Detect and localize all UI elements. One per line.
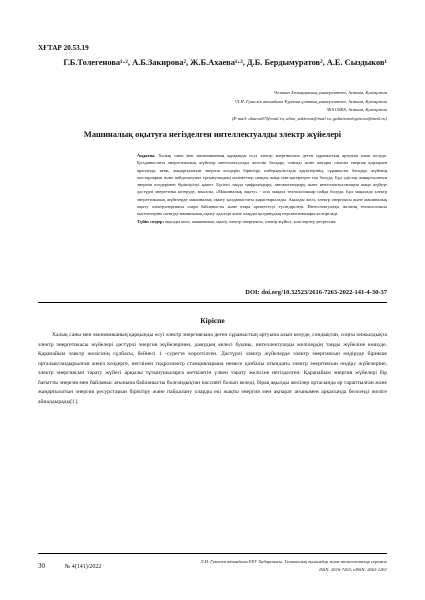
- journal-info: [157, 558, 387, 573]
- abstract-label: Аңдатпа.: [137, 153, 156, 158]
- abstract-block: [137, 152, 387, 225]
- affiliation-email: (E-mail: akaeva07@mail.ru, alma_zakirova@mail.ru, gulmiratolegenova@mail.ru): [231, 115, 387, 121]
- keywords-label: Түйін сөздер:: [137, 218, 165, 224]
- doi-link[interactable]: DOI: doi.org/10.32523/2616-7263-2022-141-4-30-37: [245, 289, 387, 296]
- affiliation-block: [87, 89, 387, 123]
- author-list: Г.Б.Толегенова¹·², А.Б.Закирова², Ж.Б.Ахаева¹·², Д.Б. Бердымуратов², А.Е. Сыздыков¹: [63, 58, 387, 67]
- journal-issn: ISSN: 2616-7263, eISSN: 2663-1261: [319, 566, 387, 572]
- abstract-text: Халық саны мен экономиканың қарқынды өсуі электр энергиясына деген сұраныстың артуына алып келуде. Қолданыстағы энергетикалық жүйелер интеллектуалды желілік басқару, сенімді және жоғары сапалы энергия қорларын арасында, яғни, жаңартылатын энергия көздерін біріктіру, киберқауіпсіздік қауіптерінің, сұранысты басқару, жүйенің мостарларын және пайдаланушы тұтынушыдың мәліметтер сияқты жаңа сын-қатерлерге тап болуда. Бұл әдістер жаңартылатын энергия көздерімен біріктірілуі қажет. Бүгінгі таңда цифрландыру, автоматтандыру және интеллектуализация жаңа жүйеде дәстүрлі энергетика көтеруде, мысалы, «Машиналық оқыту» - осы мақала технологиялар пайда болуда. Бұл мақалада электр энергетикалық жүйелерде машиналық оқыту қолданыстағы қарастырылады. Ақылды желі, электр энергиясы және машиналық оқыту электрэнергиясы өзара байланысты және өзара әрекеттесуі түсіндіріледі. Интеллектуалды желінің технологиясы мәселелеріне шешуде машиналық оқыту әдістері және оларды қолданудың перспективалары келтіріледі.: [137, 153, 388, 217]
- keywords-text: ақылды желі, машиналық оқыту, электр энергиясы, электр жүйесі, кластерлеу, регрессия.: [165, 218, 337, 224]
- issue-number: № 4(141)/2022: [64, 564, 102, 570]
- article-title: Машиналық оқытуға негізделген интеллектуалды электр жүйелері: [83, 130, 342, 139]
- section-heading-introduction: Кіріспе: [200, 316, 225, 325]
- divider: [38, 302, 387, 303]
- affiliation-line: ²Л.Н. Гумилев атындағы Еуразия ұлттық университеті, Астана, Қазақстан: [234, 98, 387, 104]
- body-paragraph: Халық саны мен экономиканың қарқынды өсуі электр энергиясына деген сұраныстың артуына алып келуде, сондықтан, соңғы онжылдықта электр энергетикасы жүйелері дәстүрлі энергия жүйелерінен, дамудың келесі буыны, интеллектуалды желілердің таңды жүйеліне көшуде. Қарапайым электр желісінің сұлбасы, бейнесі 1 -суретте көрсетілген. Дәстүрлі электр жүйелерде электр энергиясын өндіруде бірнеше орталықтандырылған жеңіз көздерге, негізінен гидроэлектр станцияларына немесе қазбалы отындағы электр энергиясын өндіру жүйелеріне, электр энергиясын тарату жүйесі арқылы тұтынушыларға жеткізетін үлкен тарату желісіне негізделген. Қарапайым энергия жүйелері бір бағытты энергия мен байланыс ағынына байланысты болғандықтан пассивті болып келеді, бірақ ақылды желілер ортасында әр тараптылған және жаңартылатын энергия ресурстарын біріктіру және пайдалану оларды екі жақты энергия мен ақпарат ағынымен арқасында белсенді желіге айналдырады[1].: [38, 332, 387, 405]
- footer-divider: [38, 553, 387, 554]
- page-number: 30: [38, 562, 45, 570]
- footer-left: [38, 562, 101, 570]
- affiliation-line: ¹Z01G8K8, Астана, Қазақстан: [326, 107, 387, 112]
- journal-name: Л.Н. Гумилев атындағы ЕҰУ Хабаршысы. Техникалық ғылымдар және технологиялар сериясы: [200, 559, 387, 564]
- body-text: [38, 331, 387, 407]
- affiliation-line: ¹Астана Халықаралық университеті, Астана, Қазақстан: [273, 90, 387, 95]
- classification-code: ХҒТАР 20.53.19: [38, 44, 89, 52]
